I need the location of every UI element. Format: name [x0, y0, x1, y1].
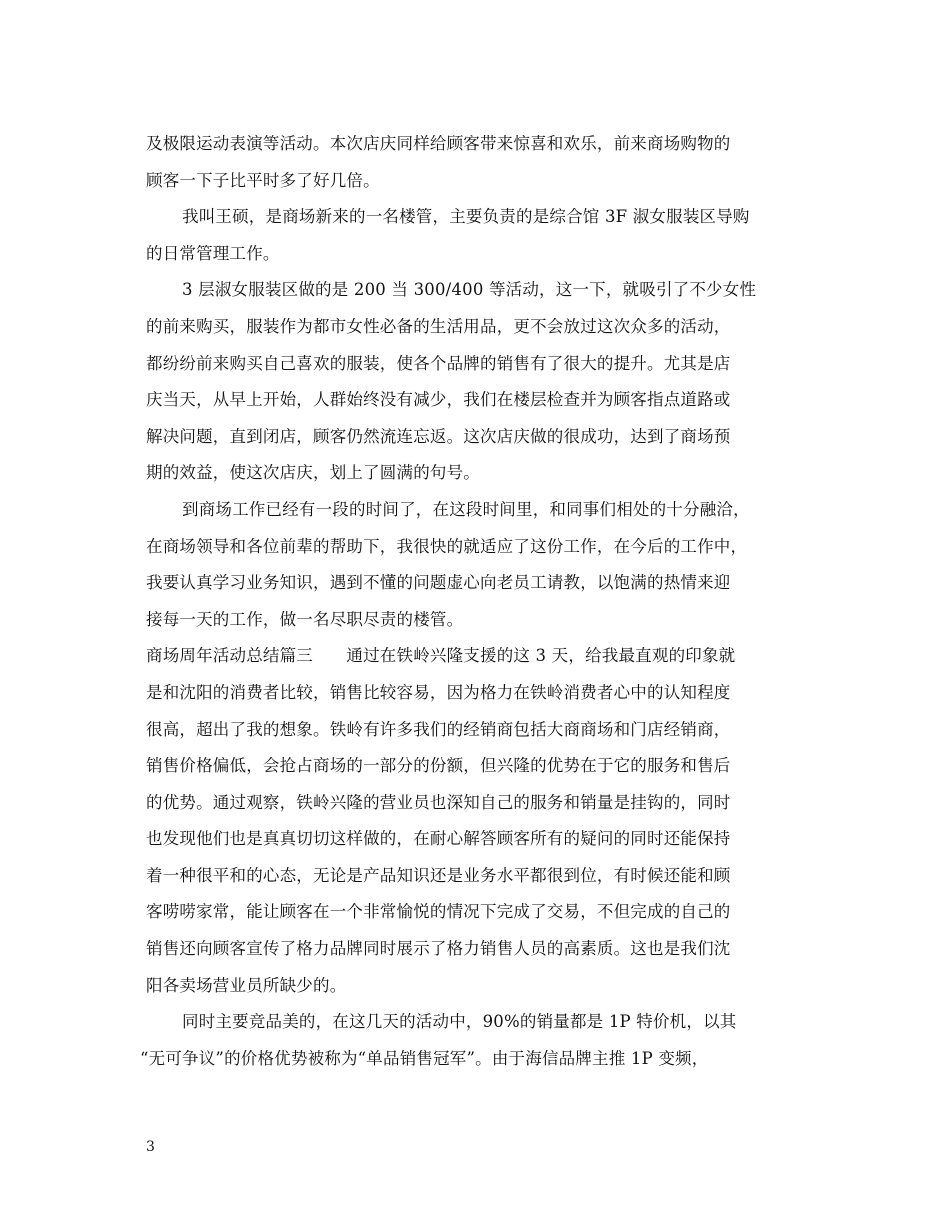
text-line: 期的效益，使这次店庆，划上了圆满的句号。	[146, 463, 480, 483]
text-line: 在商场领导和各位前辈的帮助下，我很快的就适应了这份工作，在今后的工作中，	[146, 536, 748, 556]
text-line: “无可争议”的价格优势被称为“单品销售冠军”。由于海信品牌主推 1P 变频，	[140, 1048, 709, 1068]
paragraph-first-line: 同时主要竞品美的，在这几天的活动中，90%的销量都是 1P 特价机，以其	[182, 1012, 737, 1032]
text-line: 顾客一下子比平时多了好几倍。	[146, 170, 380, 190]
text-line: 很高，超出了我的想象。铁岭有许多我们的经销商包括大商商场和门店经销商，	[146, 719, 731, 739]
page-number: 3	[146, 1139, 155, 1155]
text-line: 销售还向顾客宣传了格力品牌同时展示了格力销售人员的高素质。这也是我们沈	[146, 939, 731, 959]
text-line: 阳各卖场营业员所缺少的。	[146, 975, 347, 995]
section-heading-line: 商场周年活动总结篇三 通过在铁岭兴隆支援的这 3 天，给我最直观的印象就	[146, 646, 736, 666]
text-line: 接每一天的工作，做一名尽职尽责的楼管。	[146, 609, 464, 629]
paragraph-first-line: 3 层淑女服装区做的是 200 当 300/400 等活动，这一下，就吸引了不少女性	[182, 280, 757, 300]
text-line: 我要认真学习业务知识，遇到不懂的问题虚心向老员工请教，以饱满的热情来迎	[146, 573, 731, 593]
text-line: 庆当天，从早上开始，人群始终没有减少，我们在楼层检查并为顾客指点道路或	[146, 390, 731, 410]
paragraph-first-line: 我叫王硕，是商场新来的一名楼管，主要负责的是综合馆 3F 淑女服装区导购	[182, 207, 750, 227]
text-line: 客唠唠家常，能让顾客在一个非常愉悦的情况下完成了交易，不但完成的自己的	[146, 902, 731, 922]
text-line: 着一种很平和的心态，无论是产品知识还是业务水平都很到位，有时候还能和顾	[146, 865, 731, 885]
text-line: 的日常管理工作。	[146, 243, 280, 263]
text-line: 也发现他们也是真真切切这样做的，在耐心解答顾客所有的疑问的同时还能保持	[146, 829, 731, 849]
text-line: 是和沈阳的消费者比较，销售比较容易，因为格力在铁岭消费者心中的认知程度	[146, 682, 731, 702]
text-line: 的优势。通过观察，铁岭兴隆的营业员也深知自己的服务和销量是挂钩的，同时	[146, 792, 731, 812]
document-body	[140, 126, 806, 1077]
text-line: 都纷纷前来购买自己喜欢的服装，使各个品牌的销售有了很大的提升。尤其是店	[146, 353, 731, 373]
text-line: 的前来购买，服装作为都市女性必备的生活用品，更不会放过这次众多的活动，	[146, 316, 731, 336]
text-line: 销售价格偏低，会抢占商场的一部分的份额，但兴隆的优势在于它的服务和售后	[146, 756, 731, 776]
text-line: 解决问题，直到闭店，顾客仍然流连忘返。这次店庆做的很成功，达到了商场预	[146, 426, 731, 446]
paragraph-first-line: 到商场工作已经有一段的时间了，在这段时间里，和同事们相处的十分融洽，	[182, 499, 750, 519]
text-line: 及极限运动表演等活动。本次店庆同样给顾客带来惊喜和欢乐，前来商场购物的	[146, 134, 731, 153]
